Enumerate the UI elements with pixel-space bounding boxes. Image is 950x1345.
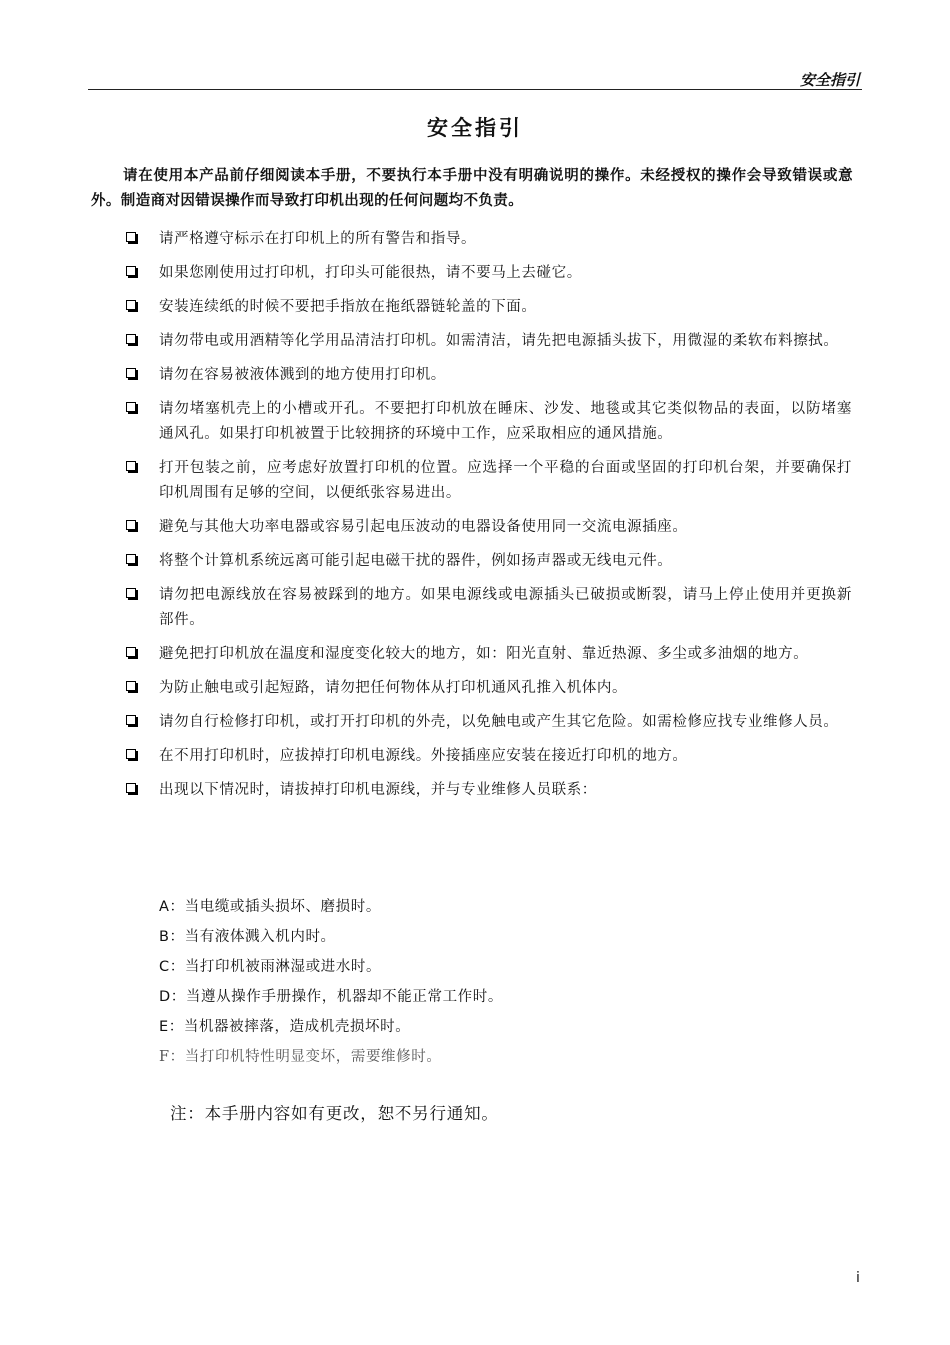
running-header: 安全指引 [799,71,860,89]
safety-list [0,227,950,812]
sub-item: B：当有液体溅入机内时。 [159,929,336,945]
list-item-text: 请勿带电或用酒精等化学用品清洁打印机。如需清洁，请先把电源插头拔下，用微湿的柔软布料擦拭。 [159,333,839,349]
list-item [0,515,852,540]
checkbox-bullet-icon [126,715,136,725]
page-number: i [856,1270,860,1286]
checkbox-bullet-icon [126,554,136,564]
list-item-text: 请勿把电源线放在容易被踩到的地方。如果电源线或电源插头已破损或断裂，请马上停止使用并更换新部件。 [159,587,852,628]
list-item-text: 避免与其他大功率电器或容易引起电压波动的电器设备使用同一交流电源插座。 [159,519,688,535]
list-item [0,329,852,354]
list-item-text: 出现以下情况时，请拔掉打印机电源线，并与专业维修人员联系： [159,782,597,798]
checkbox-bullet-icon [126,647,136,657]
checkbox-bullet-icon [126,334,136,344]
checkbox-bullet-icon [126,368,136,378]
list-item [0,642,852,667]
list-item [0,676,852,701]
checkbox-bullet-icon [126,300,136,310]
list-item-text: 如果您刚使用过打印机，打印头可能很热，请不要马上去碰它。 [159,265,582,281]
sub-item: C：当打印机被雨淋湿或进水时。 [159,959,382,975]
list-item-text: 在不用打印机时，应拔掉打印机电源线。外接插座应安装在接近打印机的地方。 [159,748,688,764]
checkbox-bullet-icon [126,520,136,530]
checkbox-bullet-icon [126,402,136,412]
list-item-text: 请勿自行检修打印机，或打开打印机的外壳，以免触电或产生其它危险。如需检修应找专业维修人员。 [159,714,839,730]
list-item-text: 打开包装之前，应考虑好放置打印机的位置。应选择一个平稳的台面或坚固的打印机台架，并要确保打印机周围有足够的空间，以便纸张容易进出。 [159,460,852,501]
page-title: 安全指引 [427,116,523,140]
list-item [0,295,852,320]
list-item [0,778,852,803]
checkbox-bullet-icon [126,749,136,759]
checkbox-bullet-icon [126,783,136,793]
intro-paragraph: 请在使用本产品前仔细阅读本手册，不要执行本手册中没有明确说明的操作。未经授权的操作会导致错误或意外。制造商对因错误操作而导致打印机出现的任何问题均不负责。 [91,168,853,209]
list-item-text: 为防止触电或引起短路，请勿把任何物体从打印机通风孔推入机体内。 [159,680,628,696]
list-item [0,397,852,447]
list-item [0,261,852,286]
list-item-text: 安装连续纸的时候不要把手指放在拖纸器链轮盖的下面。 [159,299,537,315]
sub-item: F：当打印机特性明显变坏，需要维修时。 [159,1049,442,1065]
sub-item: A：当电缆或插头损坏、磨损时。 [159,899,381,915]
list-item [0,583,852,633]
list-item [0,363,852,388]
checkbox-bullet-icon [126,461,136,471]
list-item [0,710,852,735]
sub-item: E：当机器被摔落，造成机壳损坏时。 [159,1019,411,1035]
list-item [0,744,852,769]
footnote: 注：本手册内容如有更改，恕不另行通知。 [170,1104,499,1123]
checkbox-bullet-icon [126,681,136,691]
header-divider [88,89,862,90]
sub-item: D：当遵从操作手册操作，机器却不能正常工作时。 [159,989,503,1005]
list-item [0,549,852,574]
list-item [0,227,852,252]
list-item [0,456,852,506]
list-item-text: 将整个计算机系统远离可能引起电磁干扰的器件，例如扬声器或无线电元件。 [159,553,673,569]
list-item-text: 避免把打印机放在温度和湿度变化较大的地方，如：阳光直射、靠近热源、多尘或多油烟的地方。 [159,646,809,662]
list-item-text: 请严格遵守标示在打印机上的所有警告和指导。 [159,231,477,247]
list-item-text: 请勿在容易被液体溅到的地方使用打印机。 [159,367,446,383]
checkbox-bullet-icon [126,266,136,276]
condition-sublist [159,892,859,1072]
checkbox-bullet-icon [126,232,136,242]
checkbox-bullet-icon [126,588,136,598]
list-item-text: 请勿堵塞机壳上的小槽或开孔。不要把打印机放在睡床、沙发、地毯或其它类似物品的表面，以防堵塞通风孔。如果打印机被置于比较拥挤的环境中工作，应采取相应的通风措施。 [159,401,852,442]
